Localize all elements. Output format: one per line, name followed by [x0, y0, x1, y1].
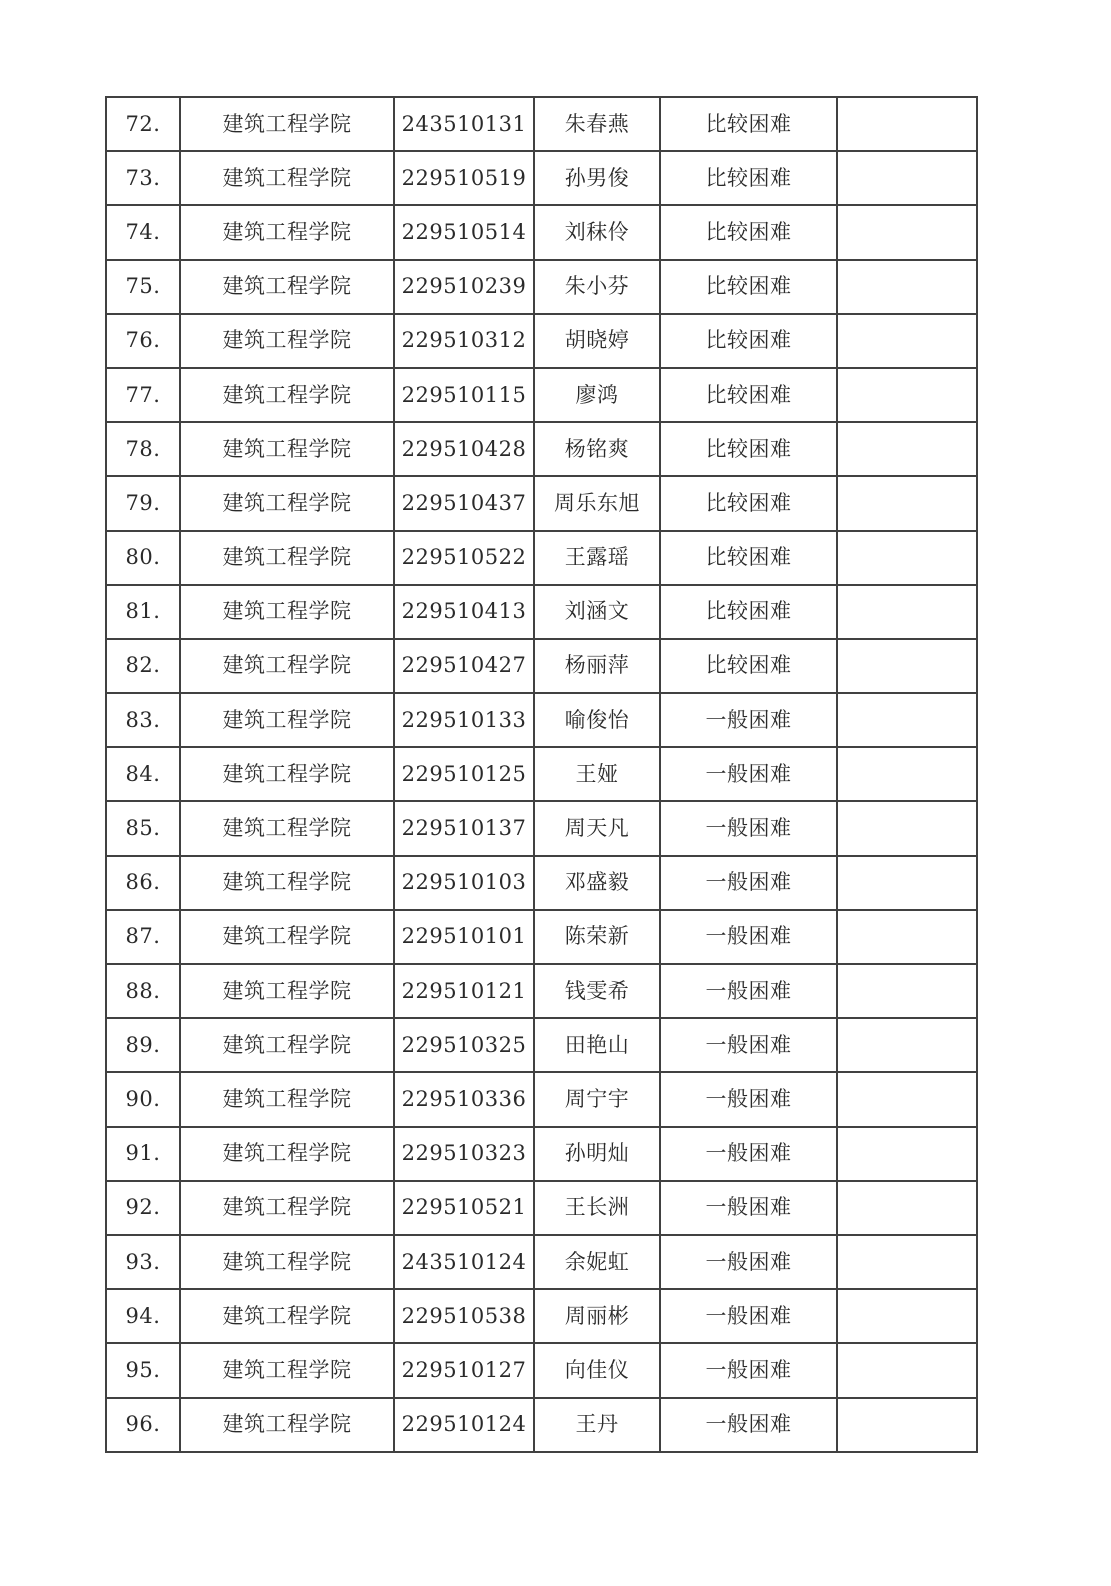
student-id-cell: 229510413 — [394, 585, 534, 639]
student-id-cell: 243510124 — [394, 1235, 534, 1289]
difficulty-status-cell: 比较困难 — [660, 476, 837, 530]
table-row — [106, 314, 977, 368]
student-id-cell: 229510323 — [394, 1127, 534, 1181]
difficulty-status-cell: 比较困难 — [660, 368, 837, 422]
note-cell — [837, 1018, 977, 1072]
college-cell: 建筑工程学院 — [180, 314, 394, 368]
note-cell — [837, 422, 977, 476]
difficulty-status-cell: 比较困难 — [660, 260, 837, 314]
row-index-cell: 93. — [106, 1235, 180, 1289]
student-id-cell: 229510125 — [394, 747, 534, 801]
student-id-cell: 229510427 — [394, 639, 534, 693]
college-cell: 建筑工程学院 — [180, 1235, 394, 1289]
note-cell — [837, 1127, 977, 1181]
difficulty-status-cell: 一般困难 — [660, 856, 837, 910]
note-cell — [837, 1398, 977, 1452]
difficulty-status-cell: 一般困难 — [660, 1018, 837, 1072]
college-cell: 建筑工程学院 — [180, 964, 394, 1018]
row-index-cell: 82. — [106, 639, 180, 693]
student-id-cell: 229510522 — [394, 531, 534, 585]
student-id-cell: 229510437 — [394, 476, 534, 530]
college-cell: 建筑工程学院 — [180, 151, 394, 205]
note-cell — [837, 1289, 977, 1343]
row-index-cell: 76. — [106, 314, 180, 368]
row-index-cell: 72. — [106, 97, 180, 151]
table-row — [106, 476, 977, 530]
difficulty-status-cell: 一般困难 — [660, 1398, 837, 1452]
student-name-cell: 王露瑶 — [534, 531, 660, 585]
college-cell: 建筑工程学院 — [180, 1018, 394, 1072]
student-name-cell: 杨丽萍 — [534, 639, 660, 693]
table-row — [106, 964, 977, 1018]
student-id-cell: 229510514 — [394, 205, 534, 259]
student-name-cell: 朱小芬 — [534, 260, 660, 314]
student-id-cell: 229510103 — [394, 856, 534, 910]
difficulty-status-cell: 一般困难 — [660, 747, 837, 801]
note-cell — [837, 314, 977, 368]
college-cell: 建筑工程学院 — [180, 585, 394, 639]
table-row — [106, 1072, 977, 1126]
difficulty-status-cell: 一般困难 — [660, 801, 837, 855]
college-cell: 建筑工程学院 — [180, 368, 394, 422]
row-index-cell: 80. — [106, 531, 180, 585]
difficulty-status-cell: 一般困难 — [660, 1072, 837, 1126]
difficulty-status-cell: 比较困难 — [660, 531, 837, 585]
table-row — [106, 368, 977, 422]
row-index-cell: 90. — [106, 1072, 180, 1126]
difficulty-status-cell: 一般困难 — [660, 964, 837, 1018]
student-id-cell: 229510115 — [394, 368, 534, 422]
row-index-cell: 95. — [106, 1343, 180, 1397]
table-row — [106, 747, 977, 801]
student-id-cell: 229510521 — [394, 1181, 534, 1235]
student-name-cell: 周乐东旭 — [534, 476, 660, 530]
difficulty-status-cell: 比较困难 — [660, 151, 837, 205]
row-index-cell: 83. — [106, 693, 180, 747]
note-cell — [837, 964, 977, 1018]
difficulty-status-cell: 比较困难 — [660, 97, 837, 151]
student-name-cell: 周丽彬 — [534, 1289, 660, 1343]
note-cell — [837, 1181, 977, 1235]
student-name-cell: 向佳仪 — [534, 1343, 660, 1397]
college-cell: 建筑工程学院 — [180, 693, 394, 747]
row-index-cell: 91. — [106, 1127, 180, 1181]
note-cell — [837, 585, 977, 639]
college-cell: 建筑工程学院 — [180, 476, 394, 530]
college-cell: 建筑工程学院 — [180, 747, 394, 801]
college-cell: 建筑工程学院 — [180, 639, 394, 693]
difficulty-status-cell: 比较困难 — [660, 639, 837, 693]
student-name-cell: 刘涵文 — [534, 585, 660, 639]
college-cell: 建筑工程学院 — [180, 1181, 394, 1235]
table-row — [106, 856, 977, 910]
difficulty-status-cell: 比较困难 — [660, 205, 837, 259]
note-cell — [837, 747, 977, 801]
difficulty-status-cell: 一般困难 — [660, 693, 837, 747]
table-row — [106, 151, 977, 205]
student-name-cell: 余妮虹 — [534, 1235, 660, 1289]
difficulty-status-cell: 一般困难 — [660, 1127, 837, 1181]
student-name-cell: 邓盛毅 — [534, 856, 660, 910]
difficulty-status-cell: 一般困难 — [660, 1343, 837, 1397]
student-name-cell: 钱雯希 — [534, 964, 660, 1018]
row-index-cell: 92. — [106, 1181, 180, 1235]
student-id-cell: 229510519 — [394, 151, 534, 205]
student-id-cell: 243510131 — [394, 97, 534, 151]
row-index-cell: 87. — [106, 910, 180, 964]
note-cell — [837, 205, 977, 259]
college-cell: 建筑工程学院 — [180, 1127, 394, 1181]
note-cell — [837, 368, 977, 422]
student-name-cell: 王丹 — [534, 1398, 660, 1452]
row-index-cell: 84. — [106, 747, 180, 801]
student-name-cell: 朱春燕 — [534, 97, 660, 151]
row-index-cell: 77. — [106, 368, 180, 422]
row-index-cell: 78. — [106, 422, 180, 476]
note-cell — [837, 531, 977, 585]
student-id-cell: 229510124 — [394, 1398, 534, 1452]
row-index-cell: 94. — [106, 1289, 180, 1343]
table-row — [106, 910, 977, 964]
student-name-cell: 王长洲 — [534, 1181, 660, 1235]
difficulty-status-cell: 一般困难 — [660, 1181, 837, 1235]
note-cell — [837, 856, 977, 910]
difficulty-status-cell: 一般困难 — [660, 910, 837, 964]
difficulty-status-cell: 比较困难 — [660, 314, 837, 368]
row-index-cell: 73. — [106, 151, 180, 205]
student-id-cell: 229510336 — [394, 1072, 534, 1126]
student-name-cell: 胡晓婷 — [534, 314, 660, 368]
student-id-cell: 229510121 — [394, 964, 534, 1018]
student-name-cell: 刘秣伶 — [534, 205, 660, 259]
student-id-cell: 229510127 — [394, 1343, 534, 1397]
student-id-cell: 229510538 — [394, 1289, 534, 1343]
college-cell: 建筑工程学院 — [180, 1343, 394, 1397]
table-row — [106, 639, 977, 693]
row-index-cell: 96. — [106, 1398, 180, 1452]
table-row — [106, 693, 977, 747]
note-cell — [837, 151, 977, 205]
student-id-cell: 229510137 — [394, 801, 534, 855]
student-name-cell: 杨铭爽 — [534, 422, 660, 476]
row-index-cell: 74. — [106, 205, 180, 259]
row-index-cell: 88. — [106, 964, 180, 1018]
student-roster-table — [105, 96, 978, 1453]
row-index-cell: 79. — [106, 476, 180, 530]
table-row — [106, 531, 977, 585]
difficulty-status-cell: 比较困难 — [660, 585, 837, 639]
table-row — [106, 97, 977, 151]
row-index-cell: 81. — [106, 585, 180, 639]
student-name-cell: 陈荣新 — [534, 910, 660, 964]
table-row — [106, 1289, 977, 1343]
table-row — [106, 1343, 977, 1397]
college-cell: 建筑工程学院 — [180, 1072, 394, 1126]
row-index-cell: 75. — [106, 260, 180, 314]
difficulty-status-cell: 比较困难 — [660, 422, 837, 476]
table-row — [106, 422, 977, 476]
table-row — [106, 260, 977, 314]
student-id-cell: 229510325 — [394, 1018, 534, 1072]
table-row — [106, 1181, 977, 1235]
college-cell: 建筑工程学院 — [180, 801, 394, 855]
note-cell — [837, 1072, 977, 1126]
student-name-cell: 孙明灿 — [534, 1127, 660, 1181]
college-cell: 建筑工程学院 — [180, 97, 394, 151]
student-id-cell: 229510428 — [394, 422, 534, 476]
student-name-cell: 孙男俊 — [534, 151, 660, 205]
note-cell — [837, 693, 977, 747]
student-name-cell: 王娅 — [534, 747, 660, 801]
table-row — [106, 585, 977, 639]
college-cell: 建筑工程学院 — [180, 1289, 394, 1343]
table-row — [106, 1398, 977, 1452]
note-cell — [837, 639, 977, 693]
table-row — [106, 1018, 977, 1072]
note-cell — [837, 1235, 977, 1289]
table-row — [106, 1235, 977, 1289]
student-name-cell: 田艳山 — [534, 1018, 660, 1072]
row-index-cell: 89. — [106, 1018, 180, 1072]
student-id-cell: 229510312 — [394, 314, 534, 368]
row-index-cell: 85. — [106, 801, 180, 855]
student-name-cell: 周天凡 — [534, 801, 660, 855]
college-cell: 建筑工程学院 — [180, 260, 394, 314]
college-cell: 建筑工程学院 — [180, 531, 394, 585]
difficulty-status-cell: 一般困难 — [660, 1235, 837, 1289]
college-cell: 建筑工程学院 — [180, 856, 394, 910]
difficulty-status-cell: 一般困难 — [660, 1289, 837, 1343]
table-body — [106, 97, 977, 1452]
college-cell: 建筑工程学院 — [180, 422, 394, 476]
student-id-cell: 229510133 — [394, 693, 534, 747]
college-cell: 建筑工程学院 — [180, 205, 394, 259]
note-cell — [837, 801, 977, 855]
student-name-cell: 周宁宇 — [534, 1072, 660, 1126]
college-cell: 建筑工程学院 — [180, 910, 394, 964]
note-cell — [837, 97, 977, 151]
note-cell — [837, 476, 977, 530]
note-cell — [837, 910, 977, 964]
student-name-cell: 廖鸿 — [534, 368, 660, 422]
table-row — [106, 1127, 977, 1181]
student-id-cell: 229510101 — [394, 910, 534, 964]
student-name-cell: 喻俊怡 — [534, 693, 660, 747]
note-cell — [837, 1343, 977, 1397]
college-cell: 建筑工程学院 — [180, 1398, 394, 1452]
note-cell — [837, 260, 977, 314]
table-row — [106, 801, 977, 855]
student-id-cell: 229510239 — [394, 260, 534, 314]
row-index-cell: 86. — [106, 856, 180, 910]
table-row — [106, 205, 977, 259]
